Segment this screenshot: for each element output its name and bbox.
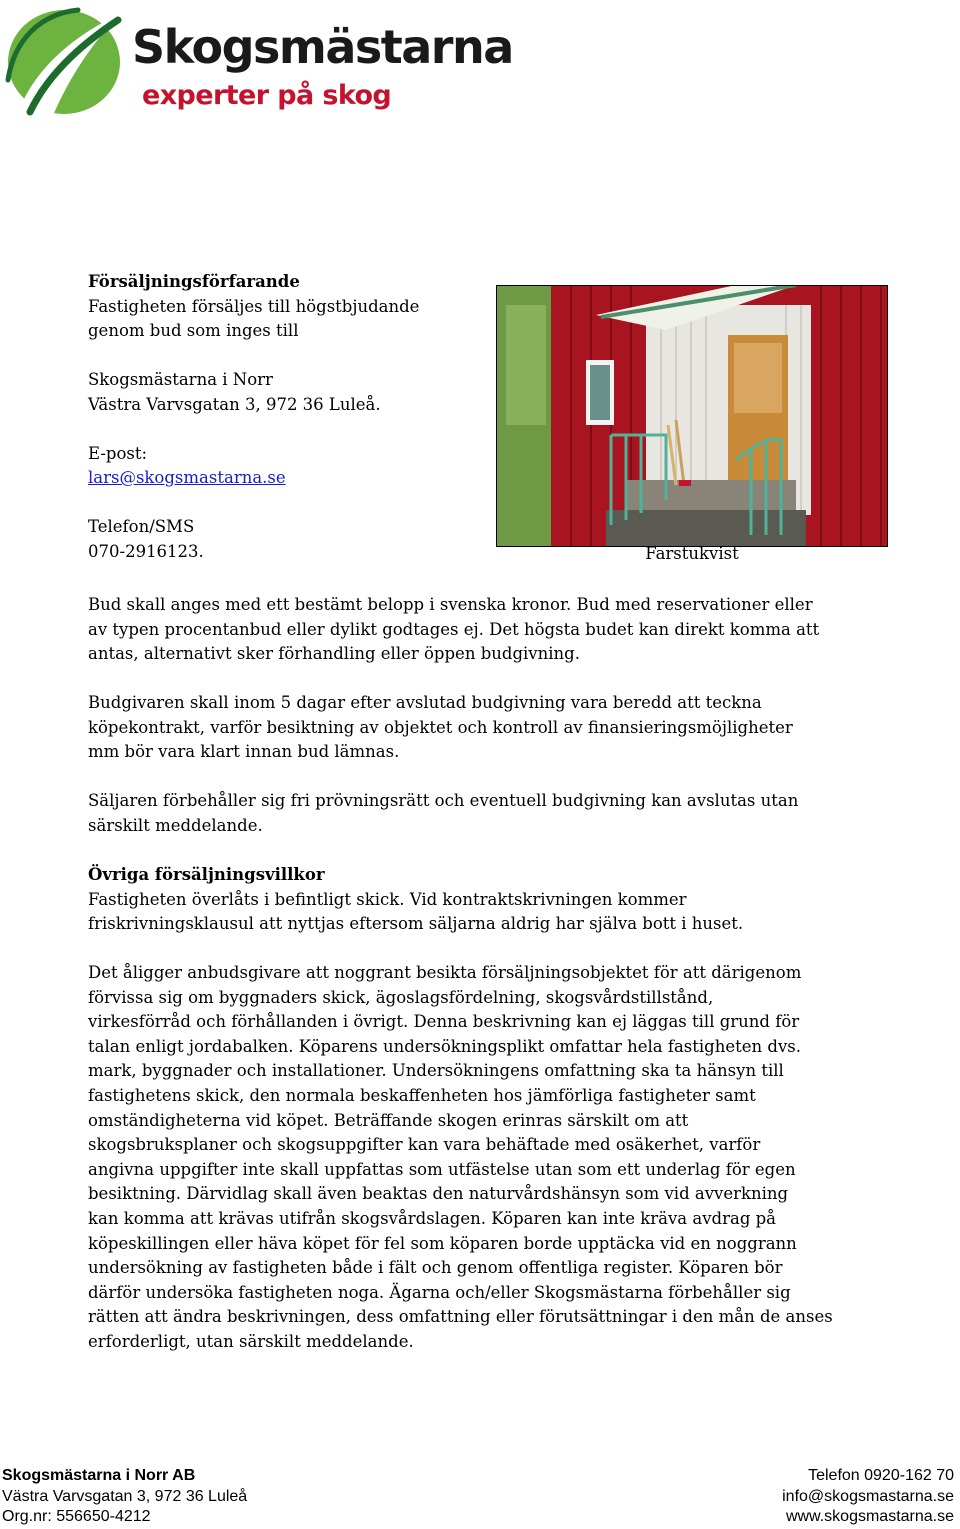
intro-line: Fastigheten försäljes till högstbjudande xyxy=(88,296,420,316)
porch-photo xyxy=(496,285,888,547)
text-line: Bud skall anges med ett bestämt belopp i svenska kronor. Bud med reservationer eller xyxy=(88,595,813,614)
footer-website[interactable]: www.skogsmastarna.se xyxy=(785,1508,954,1525)
text-line: rätten att ändra beskrivningen, dess omfattning eller förutsättningar i den mån de anses xyxy=(88,1307,833,1327)
text-line: särskilt meddelande. xyxy=(88,815,263,835)
text-line: förvissa sig om byggnaders skick, ägoslagsfördelning, skogsvårdstillstånd, xyxy=(88,987,714,1007)
text-line: kan komma att krävas utifrån skogsvårdslagen. Köparen kan inte kräva avdrag på xyxy=(88,1208,777,1228)
text-line: därför undersöka fastigheten noga. Ägarna och/eller Skogsmästarna förbehåller sig xyxy=(88,1282,791,1302)
logo-leaf-icon xyxy=(0,0,130,125)
phone-label: Telefon/SMS xyxy=(88,517,195,536)
text-line: Fastigheten överlåts i befintligt skick. Vid kontraktskrivningen kommer xyxy=(88,889,687,909)
text-line: mm bör vara klart innan bud lämnas. xyxy=(88,742,400,762)
text-line: omständigheterna vid köpet. Beträffande skogen erinras särskilt om att xyxy=(88,1110,689,1130)
text-line: friskrivningsklausul att nyttjas eftersom säljarna aldrig har själva bott i huset. xyxy=(88,914,744,934)
footer-org-number: Org.nr: 556650-4212 xyxy=(2,1508,151,1525)
text-line: talan enligt jordabalken. Köparens undersökningsplikt omfattar hela fastigheten dvs. xyxy=(88,1036,801,1056)
text-line: undersökning av fastigheten både i fält och genom offentliga register. Köparen bör xyxy=(88,1258,783,1278)
text-line: av typen procentanbud eller dylikt godtages ej. Det högsta budet kan direkt komma att xyxy=(88,619,820,639)
address-line: Skogsmästarna i Norr xyxy=(88,370,273,389)
footer-phone: Telefon 0920-162 70 xyxy=(808,1467,954,1484)
logo-tagline: experter på skog xyxy=(142,80,392,111)
sale-procedure-heading: Försäljningsförfarande xyxy=(88,272,300,291)
footer-email[interactable]: info@skogsmastarna.se xyxy=(782,1487,954,1505)
text-line: skogsbruksplaner och skogsuppgifter kan vara behäftade med osäkerhet, varför xyxy=(88,1135,761,1155)
company-logo xyxy=(0,0,513,125)
text-line: angivna uppgifter inte skall uppfattas som utfästelse utan som ett underlag för egen xyxy=(88,1159,796,1179)
footer-address: Västra Varvsgatan 3, 972 36 Luleå xyxy=(2,1487,248,1505)
email-label: E-post: xyxy=(88,443,148,463)
text-line: Säljaren förbehåller sig fri prövningsrätt och eventuell budgivning kan avslutas utan xyxy=(88,791,799,810)
seller-paragraph xyxy=(88,789,938,838)
logo-name: Skogsmästarna xyxy=(132,20,513,74)
text-line: fastighetens skick, den normala beskaffenheten hos jämförliga fastigheter samt xyxy=(88,1085,756,1105)
other-conditions-section xyxy=(88,863,938,937)
footer-company: Skogsmästarna i Norr AB xyxy=(2,1467,196,1484)
text-line: antas, alternativt sker förhandling eller öppen budgivning. xyxy=(88,644,580,664)
phone-number: 070-2916123. xyxy=(88,541,204,561)
text-line: besiktning. Därvidlag skall även beaktas den naturvårdshänsyn som vid avverkning xyxy=(88,1184,789,1204)
address-line: Västra Varvsgatan 3, 972 36 Luleå. xyxy=(88,394,381,414)
intro-line: genom bud som inges till xyxy=(88,321,299,340)
inspection-duty-paragraph xyxy=(88,961,938,1355)
photo-caption: Farstukvist xyxy=(645,544,739,563)
text-line: mark, byggnader och installationer. Undersökningens omfattning ska ta hänsyn till xyxy=(88,1061,784,1081)
bidder-paragraph xyxy=(88,691,938,765)
text-line: virkesförråd och förhållanden i övrigt. Denna beskrivning kan ej läggas till grund för xyxy=(88,1012,800,1032)
text-line: Budgivaren skall inom 5 dagar efter avslutad budgivning vara beredd att teckna xyxy=(88,693,762,712)
text-line: köpekontrakt, varför besiktning av objektet och kontroll av finansieringsmöjligheter xyxy=(88,717,793,737)
text-line: Det åligger anbudsgivare att noggrant besikta försäljningsobjektet för att därigenom xyxy=(88,963,802,982)
bid-paragraph xyxy=(88,593,938,667)
other-conditions-heading: Övriga försäljningsvillkor xyxy=(88,865,325,884)
text-line: erforderligt, utan särskilt meddelande. xyxy=(88,1331,414,1351)
email-link[interactable]: lars@skogsmastarna.se xyxy=(88,468,286,487)
text-line: köpeskillingen eller häva köpet för fel som köparen borde upptäcka vid en noggrann xyxy=(88,1233,797,1253)
